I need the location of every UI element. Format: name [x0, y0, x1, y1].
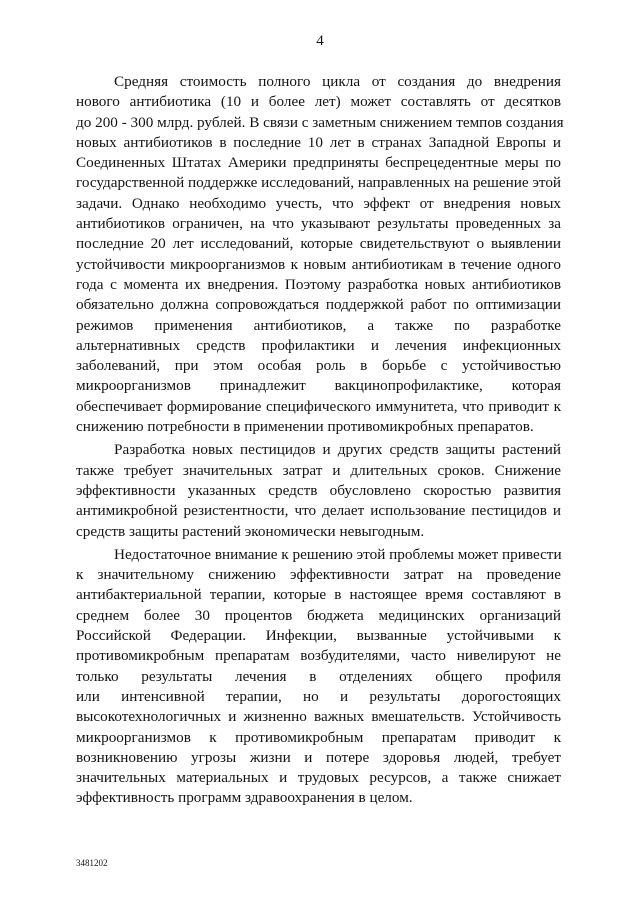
document-body [76, 72, 564, 812]
text-line: года с момента их внедрения. Поэтому разработка новых антибиотиков [76, 275, 561, 293]
text-line: государственной поддержке исследований, направленных на решение этой [76, 174, 562, 192]
text-line: новых антибиотиков в последние 10 лет в странах Западной Европы и [76, 133, 561, 151]
paragraph [76, 545, 561, 809]
text-line: до 200 - 300 млрд. рублей. В связи с заметным снижением темпов создания [76, 113, 564, 131]
text-line: Соединенных Штатах Америки предприняты беспрецедентные меры по [76, 154, 561, 172]
text-line: Российской Федерации. Инфекции, вызванные устойчивыми к [76, 627, 561, 645]
document-id: 3481202 [76, 858, 108, 868]
text-line: Разработка новых пестицидов и других средств защиты растений [114, 441, 561, 459]
text-line: снижению потребности в применении противомикробных препаратов. [76, 418, 534, 436]
paragraph [76, 72, 564, 437]
text-line: заболеваний, при этом особая роль в борьбе с устойчивостью [76, 357, 561, 375]
text-line: антибактериальной терапии, которые в настоящее время составляют в [76, 586, 561, 604]
text-line: или интенсивной терапии, но и результаты дорогостоящих [76, 687, 561, 705]
text-line: последние 20 лет исследований, которые свидетельствуют о выявлении [76, 235, 561, 253]
text-line: противомикробным препаратам возбудителями, часто нивелируют не [76, 647, 561, 665]
text-line: обязательно должна сопровождаться поддержкой работ по оптимизации [76, 296, 561, 314]
text-line: нового антибиотика (10 и более лет) может составлять от десятков [76, 93, 561, 111]
text-line: только результаты лечения в отделениях общего профиля [76, 667, 561, 685]
paragraph [76, 440, 561, 541]
text-line: Недостаточное внимание к решению этой проблемы может привести [114, 545, 562, 563]
text-line: устойчивости микроорганизмов к новым антибиотикам в течение одного [76, 255, 561, 273]
text-line: задачи. Однако необходимо учесть, что эффект от внедрения новых [76, 194, 561, 212]
text-line: эффективности указанных средств обусловлено скоростью развития [76, 481, 561, 499]
text-line: альтернативных средств профилактики и лечения инфекционных [76, 336, 561, 354]
text-line: обеспечивает формирование специфического иммунитета, что приводит к [76, 397, 561, 415]
text-line: антимикробной резистентности, что делает использование пестицидов и [76, 502, 561, 520]
text-line: антибиотиков ограничен, на что указывают результаты проведенных за [76, 215, 561, 233]
text-line: микроорганизмов принадлежит вакцинопрофилактике, которая [76, 377, 561, 395]
text-line: значительных материальных и трудовых ресурсов, а также снижает [76, 769, 561, 787]
text-line: возникновению угрозы жизни и потере здоровья людей, требует [76, 748, 561, 766]
text-line: к значительному снижению эффективности затрат на проведение [76, 566, 561, 584]
text-line: режимов применения антибиотиков, а также по разработке [76, 316, 561, 334]
text-line: эффективность программ здравоохранения в целом. [76, 789, 413, 807]
page-number: 4 [316, 33, 324, 49]
text-line: высокотехнологичных и жизненно важных вмешательств. Устойчивость [76, 708, 561, 726]
text-line: среднем более 30 процентов бюджета медицинских организаций [76, 606, 561, 624]
text-line: также требует значительных затрат и длительных сроков. Снижение [76, 461, 561, 479]
text-line: средств защиты растений экономически невыгодным. [76, 522, 425, 540]
text-line: микроорганизмов к противомикробным препаратам приводит к [76, 728, 561, 746]
text-line: Средняя стоимость полного цикла от создания до внедрения [114, 73, 561, 90]
